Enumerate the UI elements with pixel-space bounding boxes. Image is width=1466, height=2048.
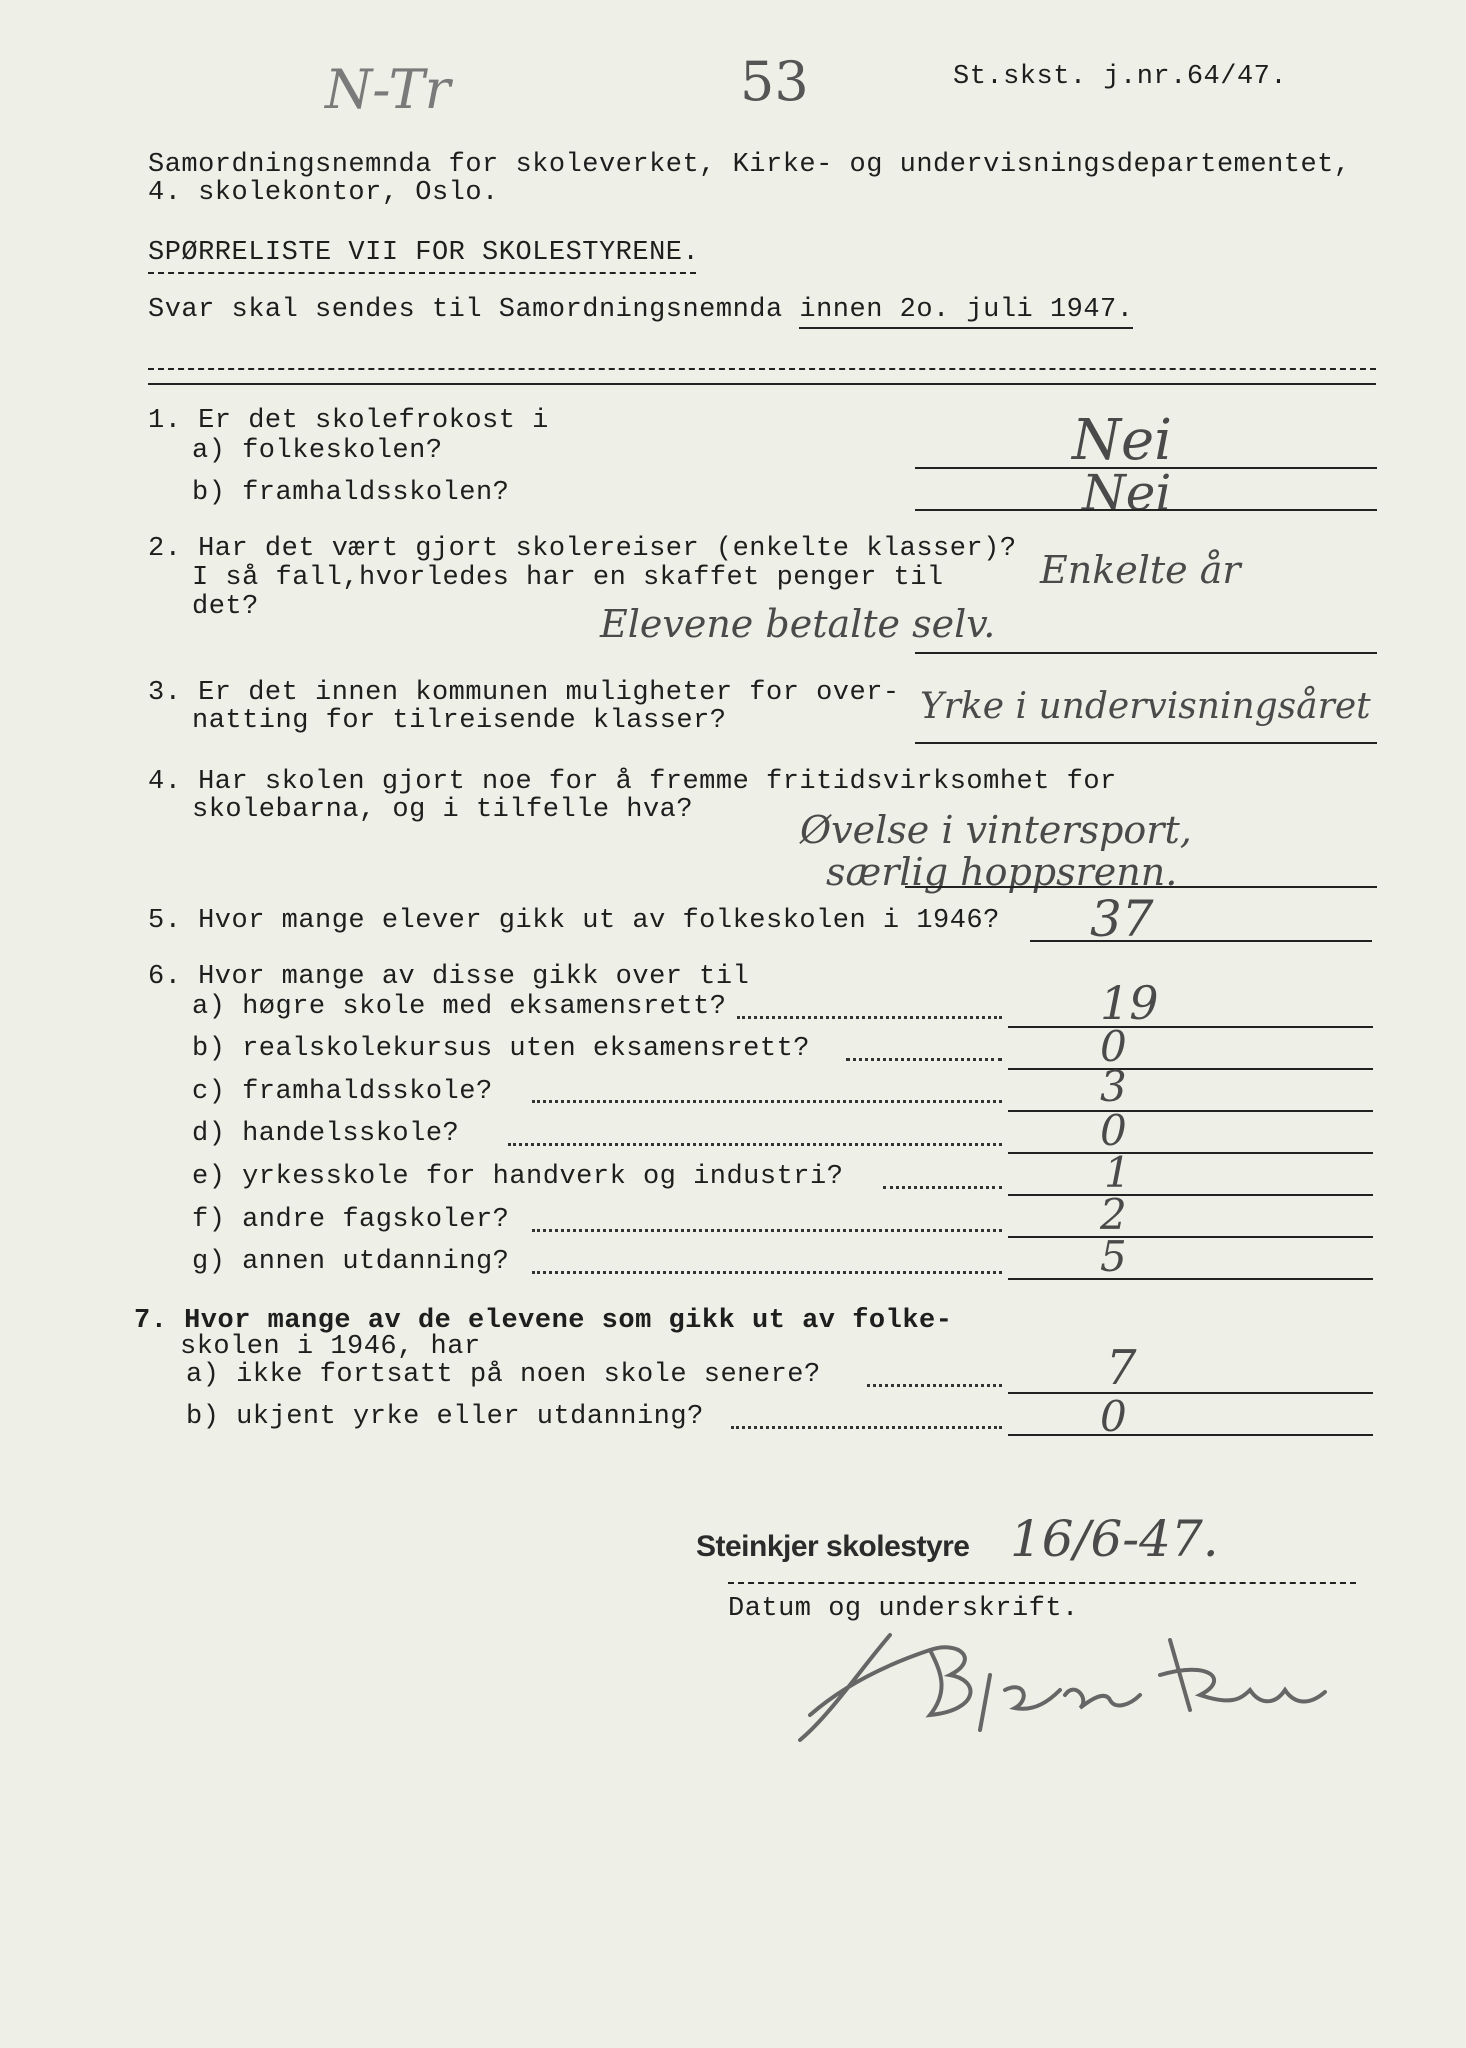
answer-6e: 1 (1104, 1148, 1131, 1197)
dot-leader-6c (532, 1100, 1002, 1103)
dot-leader-7b (731, 1426, 1002, 1429)
question-6f: f) andre fagskoler? (192, 1205, 510, 1235)
signature-caption: Datum og underskrift. (728, 1594, 1079, 1624)
archive-mark: N-Tr (325, 58, 451, 121)
question-6b: b) realskolekursus uten eksamensrett? (192, 1034, 810, 1064)
question-1a: a) folkeskolen? (192, 436, 443, 466)
answer-1b: Nei (1082, 464, 1172, 522)
question-5: 5. Hvor mange elever gikk ut av folkeskolen i 1946? (148, 906, 1000, 936)
question-1b: b) framhaldsskolen? (192, 478, 510, 508)
answer-6e-line (1008, 1194, 1373, 1196)
question-4-line-2: skolebarna, og i tilfelle hva? (192, 795, 694, 825)
signature-line (728, 1582, 1356, 1584)
question-7b: b) ukjent yrke eller utdanning? (186, 1402, 704, 1432)
question-6e: e) yrkesskole for handverk og industri? (192, 1162, 844, 1192)
answer-1a: Nei (1072, 408, 1173, 473)
answer-6f: 2 (1100, 1190, 1127, 1239)
answer-6g: 5 (1100, 1232, 1127, 1281)
signature-date: 16/6-47. (1010, 1510, 1219, 1568)
question-7-line-1: 7. Hvor mange av de elevene som gikk ut av folke- (134, 1306, 953, 1336)
handwritten-signature (790, 1620, 1350, 1750)
question-7-line-2: skolen i 1946, har (180, 1332, 481, 1362)
answer-6a: 19 (1100, 976, 1159, 1030)
reference-number: St.skst. j.nr.64/47. (953, 62, 1288, 92)
answer-4-line-2: særlig hoppsrenn. (826, 850, 1178, 894)
dot-leader-6e (883, 1186, 1002, 1189)
school-board-stamp: Steinkjer skolestyre (696, 1530, 970, 1563)
question-6d: d) handelsskole? (192, 1119, 460, 1149)
answer-4-line-1: Øvelse i vintersport, (800, 808, 1192, 852)
title-underline (148, 272, 696, 274)
answer-6c-line (1008, 1110, 1373, 1112)
deadline-text (148, 295, 1133, 325)
question-2-line-3: det? (192, 592, 259, 622)
answer-7b: 0 (1100, 1392, 1127, 1441)
deadline-prefix: Svar skal sendes til Samordningsnemnda (148, 295, 800, 325)
separator-line-1 (148, 368, 1376, 370)
answer-2-line (915, 652, 1377, 654)
dot-leader-6b (846, 1058, 1002, 1061)
dot-leader-6g (532, 1271, 1002, 1274)
answer-6g-line (1008, 1278, 1373, 1280)
answer-6d-line (1008, 1152, 1373, 1154)
answer-3-line (915, 742, 1377, 744)
answer-4-line (905, 886, 1377, 888)
deadline-date: innen 2o. juli 1947. (799, 295, 1133, 329)
form-title: SPØRRELISTE VII FOR SKOLESTYRENE. (148, 238, 700, 268)
separator-line-2 (148, 383, 1376, 385)
answer-6d: 0 (1100, 1106, 1127, 1155)
question-6g: g) annen utdanning? (192, 1247, 510, 1277)
answer-1b-line (915, 509, 1377, 511)
answer-6f-line (1008, 1236, 1373, 1238)
question-6c: c) framhaldsskole? (192, 1077, 493, 1107)
answer-5: 37 (1090, 890, 1154, 948)
question-4-line-1: 4. Har skolen gjort noe for å fremme fritidsvirksomhet for (148, 767, 1117, 797)
question-6a: a) høgre skole med eksamensrett? (192, 992, 727, 1022)
question-6: 6. Hvor mange av disse gikk over til (148, 962, 750, 992)
question-1: 1. Er det skolefrokost i (148, 406, 549, 436)
answer-3: Yrke i undervisningsåret (920, 686, 1371, 727)
answer-2-line-2: Elevene betalte selv. (600, 602, 996, 646)
answer-7a: 7 (1106, 1340, 1137, 1396)
answer-5-line (1030, 940, 1372, 942)
organisation-line-1: Samordningsnemnda for skoleverket, Kirke- og undervisningsdepartementet, (148, 150, 1351, 180)
dot-leader-6a (737, 1016, 1002, 1019)
answer-6c: 3 (1100, 1062, 1127, 1111)
dot-leader-6f (532, 1229, 1002, 1232)
question-7a: a) ikke fortsatt på noen skole senere? (186, 1360, 821, 1390)
answer-6b-line (1008, 1068, 1373, 1070)
answer-7b-line (1008, 1434, 1373, 1436)
question-3-line-2: natting for tilreisende klasser? (192, 706, 727, 736)
organisation-line-2: 4. skolekontor, Oslo. (148, 178, 499, 208)
answer-7a-line (1008, 1392, 1373, 1394)
question-2-line-1: 2. Har det vært gjort skolereiser (enkelte klasser)? (148, 534, 1017, 564)
answer-6b: 0 (1100, 1022, 1127, 1071)
answer-6a-line (1008, 1026, 1373, 1028)
answer-2-line-1: Enkelte år (1040, 548, 1241, 592)
dot-leader-6d (508, 1143, 1002, 1146)
question-3-line-1: 3. Er det innen kommunen muligheter for over- (148, 678, 900, 708)
question-2-line-2: I så fall,hvorledes har en skaffet penger til (192, 563, 944, 593)
dot-leader-7a (867, 1384, 1002, 1387)
page-number: 53 (740, 50, 809, 113)
